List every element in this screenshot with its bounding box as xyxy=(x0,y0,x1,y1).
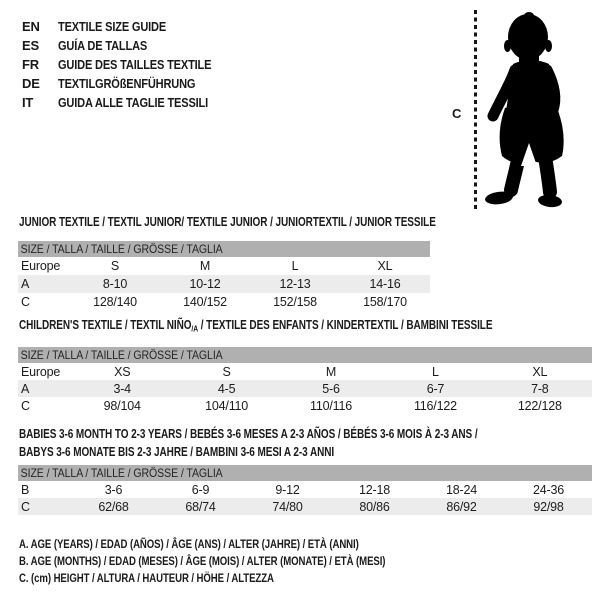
age-cell: 6-9 xyxy=(191,482,210,497)
size-header-bar xyxy=(18,465,592,481)
language-title-list xyxy=(22,17,238,112)
children-title-text: / TEXTILE DES ENFANTS / KINDERTEXTIL / BAMBINI TESSILE xyxy=(198,318,493,332)
age-cell: 3-4 xyxy=(113,381,131,396)
age-cell: 12-18 xyxy=(359,482,390,497)
table-row-europe xyxy=(18,257,430,275)
size-header-bar xyxy=(18,347,592,363)
size-cell: XL xyxy=(532,364,548,379)
language-row-it xyxy=(22,93,238,112)
language-title: GUÍA DE TALLAS xyxy=(58,38,148,53)
language-title: GUIDA ALLE TAGLIE TESSILI xyxy=(58,95,209,110)
table-row-age xyxy=(18,275,430,293)
footnote-age-years: A. AGE (YEARS) / EDAD (AÑOS) / ÂGE (ANS) / ALTER (JAHRE) / ETÀ (ANNI) xyxy=(19,537,359,551)
language-row-fr xyxy=(22,55,238,74)
height-measure-label: C xyxy=(452,106,462,121)
height-cell: 152/158 xyxy=(273,295,317,309)
height-cell: 80/86 xyxy=(359,499,390,514)
height-dotted-line xyxy=(474,10,477,210)
height-cell: 116/122 xyxy=(413,398,457,413)
size-cell: L xyxy=(432,364,439,379)
height-cell: 104/110 xyxy=(205,398,249,413)
junior-size-table xyxy=(18,241,430,311)
language-title: TEXTILGRÖßENFÜHRUNG xyxy=(58,76,196,91)
language-code: EN xyxy=(22,19,40,34)
height-cell: 86/92 xyxy=(446,499,477,514)
size-header-label: SIZE / TALLA / TAILLE / GRÖSSE / TAGLIA xyxy=(20,348,223,362)
size-cell: XS xyxy=(114,364,131,379)
size-cell: L xyxy=(291,259,299,273)
age-cell: 10-12 xyxy=(189,277,221,291)
babies-size-table xyxy=(18,465,592,515)
row-label: Europe xyxy=(21,364,61,379)
height-cell: 92/98 xyxy=(533,499,564,514)
height-cell: 128/140 xyxy=(93,295,137,309)
age-cell: 24-36 xyxy=(533,482,564,497)
language-code: ES xyxy=(22,38,39,53)
language-code: FR xyxy=(22,57,39,72)
table-row-age-months xyxy=(18,481,592,498)
row-label: A xyxy=(21,277,30,291)
row-label: C xyxy=(21,499,30,514)
language-code: IT xyxy=(22,95,34,110)
children-title-subscript: /A xyxy=(191,323,199,334)
language-code: DE xyxy=(22,76,40,91)
age-cell: 9-12 xyxy=(275,482,300,497)
height-cell: 140/152 xyxy=(183,295,227,309)
size-cell: S xyxy=(110,259,120,273)
height-cell: 110/116 xyxy=(310,398,352,413)
table-row-height xyxy=(18,293,430,311)
height-cell: 68/74 xyxy=(185,499,216,514)
table-row-height xyxy=(18,397,592,414)
size-cell: M xyxy=(325,364,337,379)
age-cell: 5-6 xyxy=(322,381,340,396)
language-row-de xyxy=(22,74,238,93)
row-label: A xyxy=(21,381,30,396)
table-row-age xyxy=(18,380,592,397)
height-cell: 62/68 xyxy=(98,499,129,514)
age-cell: 12-13 xyxy=(279,277,311,291)
children-title-text: CHILDREN'S TEXTILE / TEXTIL NIÑO xyxy=(19,318,192,332)
size-cell: M xyxy=(199,259,211,273)
language-row-es xyxy=(22,36,238,55)
size-header-label: SIZE / TALLA / TAILLE / GRÖSSE / TAGLIA xyxy=(20,242,223,256)
age-cell: 14-16 xyxy=(369,277,401,291)
height-cell: 98/104 xyxy=(103,398,141,413)
footnote-age-months: B. AGE (MONTHS) / EDAD (MESES) / ÂGE (MOIS) / ALTER (MONATE) / ETÀ (MESI) xyxy=(19,554,386,568)
row-label: B xyxy=(21,482,30,497)
age-cell: 8-10 xyxy=(102,277,128,291)
children-section-title xyxy=(19,318,492,334)
size-cell: S xyxy=(222,364,231,379)
height-cell: 74/80 xyxy=(272,499,303,514)
height-cell: 158/170 xyxy=(363,295,407,309)
row-label: Europe xyxy=(21,259,61,273)
footnote-height: C. (cm) HEIGHT / ALTURA / HAUTEUR / HÖHE / ALTEZZA xyxy=(19,571,274,585)
age-cell: 18-24 xyxy=(446,482,477,497)
size-header-label: SIZE / TALLA / TAILLE / GRÖSSE / TAGLIA xyxy=(20,466,223,480)
age-cell: 3-6 xyxy=(104,482,123,497)
age-cell: 4-5 xyxy=(217,381,236,396)
junior-section-title: JUNIOR TEXTILE / TEXTIL JUNIOR/ TEXTILE JUNIOR / JUNIORTEXTIL / JUNIOR TESSILE xyxy=(19,215,436,229)
height-cell: 122/128 xyxy=(517,398,562,413)
table-row-height xyxy=(18,498,592,515)
children-size-table xyxy=(18,347,592,414)
language-row-en xyxy=(22,17,238,36)
age-cell: 7-8 xyxy=(531,381,549,396)
row-label: C xyxy=(21,295,30,309)
babies-section-title-line1: BABIES 3-6 MONTH TO 2-3 YEARS / BEBÉS 3-6 MESES A 2-3 AÑOS / BÉBÉS 3-6 MOIS À 2-3 ANS / xyxy=(19,427,478,441)
row-label: C xyxy=(21,398,30,413)
size-cell: XL xyxy=(377,259,393,273)
age-cell: 6-7 xyxy=(426,381,445,396)
table-row-europe xyxy=(18,363,592,380)
language-title: TEXTILE SIZE GUIDE xyxy=(58,19,167,34)
babies-section-title-line2: BABYS 3-6 MONATE BIS 2-3 JAHRE / BAMBINI 3-6 MESI A 2-3 ANNI xyxy=(19,445,335,459)
language-title: GUIDE DES TAILLES TEXTILE xyxy=(58,57,212,72)
baby-silhouette-icon xyxy=(483,6,583,208)
size-header-bar xyxy=(18,241,430,257)
